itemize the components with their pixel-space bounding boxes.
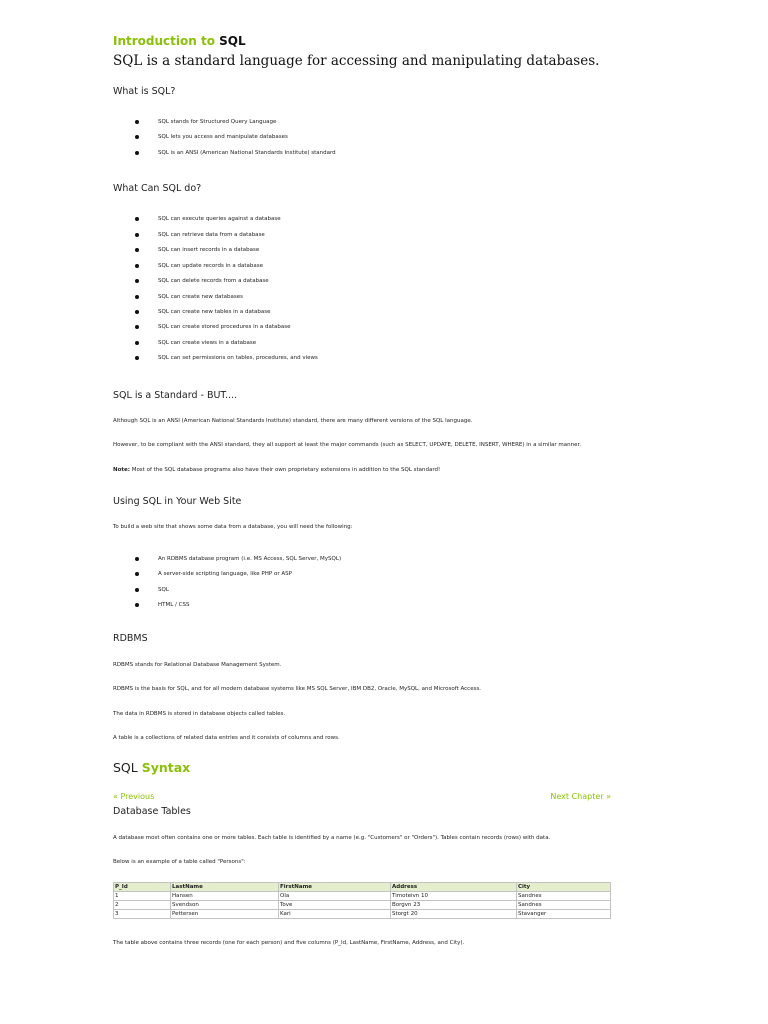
syntax-title	[113, 760, 190, 775]
column-header: P_Id	[114, 883, 171, 892]
table-row	[114, 910, 611, 919]
persons-table-description: The table above contains three records (one for each person) and five columns (P_Id, LastName, FirstName, Address, and City).	[113, 940, 465, 946]
table-cell: 1	[114, 892, 171, 901]
table-cell: Stavanger	[517, 910, 611, 919]
table-cell: Timoteivn 10	[391, 892, 517, 901]
table-row	[114, 892, 611, 901]
syntax-title-prefix: SQL	[113, 760, 142, 775]
bullet-icon	[135, 151, 139, 155]
standard-paragraph-2: However, to be compliant with the ANSI standard, they all support at least the major commands (such as SELECT, UPDATE, DELETE, INSERT, WHERE) in a similar manner.	[113, 442, 581, 448]
column-header: LastName	[171, 883, 279, 892]
rdbms-paragraph-4: A table is a collections of related data entries and it consists of columns and rows.	[113, 735, 340, 741]
bullet-icon	[135, 557, 139, 561]
page-subtitle: SQL is a standard language for accessing and manipulating databases.	[113, 53, 600, 69]
table-cell: Storgt 20	[391, 910, 517, 919]
database-tables-heading: Database Tables	[113, 806, 191, 817]
intro-title	[113, 34, 246, 48]
table-cell: Pettersen	[171, 910, 279, 919]
persons-table-intro: Below is an example of a table called "Persons":	[113, 859, 246, 865]
bullet-icon	[135, 248, 139, 252]
bullet-icon	[135, 603, 139, 607]
bullet-icon	[135, 310, 139, 314]
sql-standard-heading: SQL is a Standard - BUT....	[113, 390, 238, 401]
note-label: Note:	[113, 467, 130, 473]
column-header: City	[517, 883, 611, 892]
bullet-icon	[135, 295, 139, 299]
database-tables-paragraph: A database most often contains one or more tables. Each table is identified by a name (e.g. "Customers" or "Orders"). Tables contain records (rows) with data.	[113, 835, 551, 841]
column-header: FirstName	[279, 883, 391, 892]
table-cell: 3	[114, 910, 171, 919]
table-cell: Kari	[279, 910, 391, 919]
bullet-icon	[135, 135, 139, 139]
what-is-sql-heading: What is SQL?	[113, 86, 176, 97]
bullet-icon	[135, 233, 139, 237]
table-cell: Tove	[279, 901, 391, 910]
next-chapter-link[interactable]: Next Chapter »	[550, 792, 611, 801]
table-cell: Svendson	[171, 901, 279, 910]
table-row	[114, 901, 611, 910]
what-can-sql-do-heading: What Can SQL do?	[113, 183, 202, 194]
table-cell: Hansen	[171, 892, 279, 901]
note-text: Most of the SQL database programs also have their own proprietary extensions in addition to the SQL standard!	[129, 467, 441, 473]
bullet-icon	[135, 588, 139, 592]
table-cell: Sandnes	[517, 901, 611, 910]
intro-title-sql: SQL	[219, 34, 246, 48]
web-site-intro: To build a web site that shows some data from a database, you will need the following:	[113, 524, 353, 530]
previous-link[interactable]: « Previous	[113, 792, 155, 801]
rdbms-paragraph-2: RDBMS is the basis for SQL, and for all modern database systems like MS SQL Server, IBM DB2, Oracle, MySQL, and Microsoft Access.	[113, 686, 482, 692]
rdbms-paragraph-1: RDBMS stands for Relational Database Management System.	[113, 662, 282, 668]
table-cell: Ola	[279, 892, 391, 901]
bullet-icon	[135, 325, 139, 329]
web-site-heading: Using SQL in Your Web Site	[113, 496, 242, 507]
standard-note	[113, 467, 440, 473]
bullet-icon	[135, 279, 139, 283]
table-cell: 2	[114, 901, 171, 910]
table-cell: Sandnes	[517, 892, 611, 901]
bullet-icon	[135, 217, 139, 221]
standard-paragraph-1: Although SQL is an ANSI (American National Standards Institute) standard, there are many different versions of the SQL language.	[113, 418, 473, 424]
bullet-icon	[135, 264, 139, 268]
bullet-icon	[135, 572, 139, 576]
bullet-icon	[135, 120, 139, 124]
syntax-title-word: Syntax	[141, 760, 191, 775]
bullet-icon	[135, 341, 139, 345]
column-header: Address	[391, 883, 517, 892]
rdbms-heading: RDBMS	[113, 633, 148, 644]
persons-table	[113, 882, 611, 919]
table-cell: Borgvn 23	[391, 901, 517, 910]
intro-title-prefix: Introduction to	[113, 34, 220, 48]
bullet-icon	[135, 356, 139, 360]
rdbms-paragraph-3: The data in RDBMS is stored in database objects called tables.	[113, 711, 286, 717]
table-header-row	[114, 883, 611, 892]
